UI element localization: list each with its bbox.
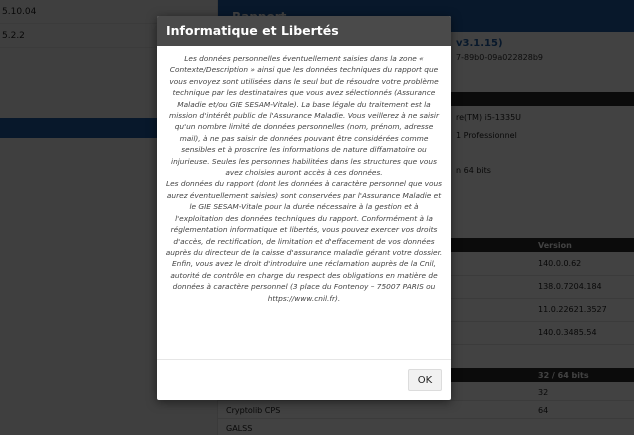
privacy-dialog — [157, 16, 451, 400]
ok-button[interactable]: OK — [408, 369, 442, 391]
privacy-paragraph: Les données du rapport (dont les données à caractère personnel que vous aurez éventuellement saisies) sont conservées par l'Assurance Maladie et le GIE SESAM-Vitale pour la durée nécessaire à la gestion et à l'exploitation des données techniques du rapport. Conformément à la réglementation informatique et libertés, vous pouvez exercer vos droits d'accès, de rectification, de limitation et d'effacement de vos données auprès du directeur de la caisse d'assurance maladie gérant votre dossier. Enfin, vous avez le droit d'introduire une réclamation auprès de la Cnil, autorité de contrôle en charge du respect des obligations en matière de données à caractère personnel (3 place du Fontenoy – 75007 PARIS ou https://www.cnil.fr). — [165, 179, 443, 303]
dialog-title: Informatique et Libertés — [157, 16, 451, 46]
privacy-paragraph: Les données personnelles éventuellement saisies dans la zone « Contexte/Description » ainsi que les données techniques du rapport que vous envoyez sont utilisées dans le seul but de résoudre votre problème technique par les destinataires que vous avez sélectionnés (Assurance Maladie et/ou GIE SESAM-Vitale). La base légale du traitement est la mission d'intérêt public de l'Assurance Maladie. Vous veillerez à ne saisir qu'un nombre limité de données personnelles (nom, prénom, adresse mail), à ne pas saisir de données pouvant être considérées comme sensibles et à proscrire les informations de nature diffamatoire ou injurieuse. Seules les personnes habilitées dans les structures que vous avez choisies auront accès à ces données. — [169, 54, 439, 178]
dialog-footer — [157, 359, 451, 400]
dialog-body — [165, 53, 443, 304]
